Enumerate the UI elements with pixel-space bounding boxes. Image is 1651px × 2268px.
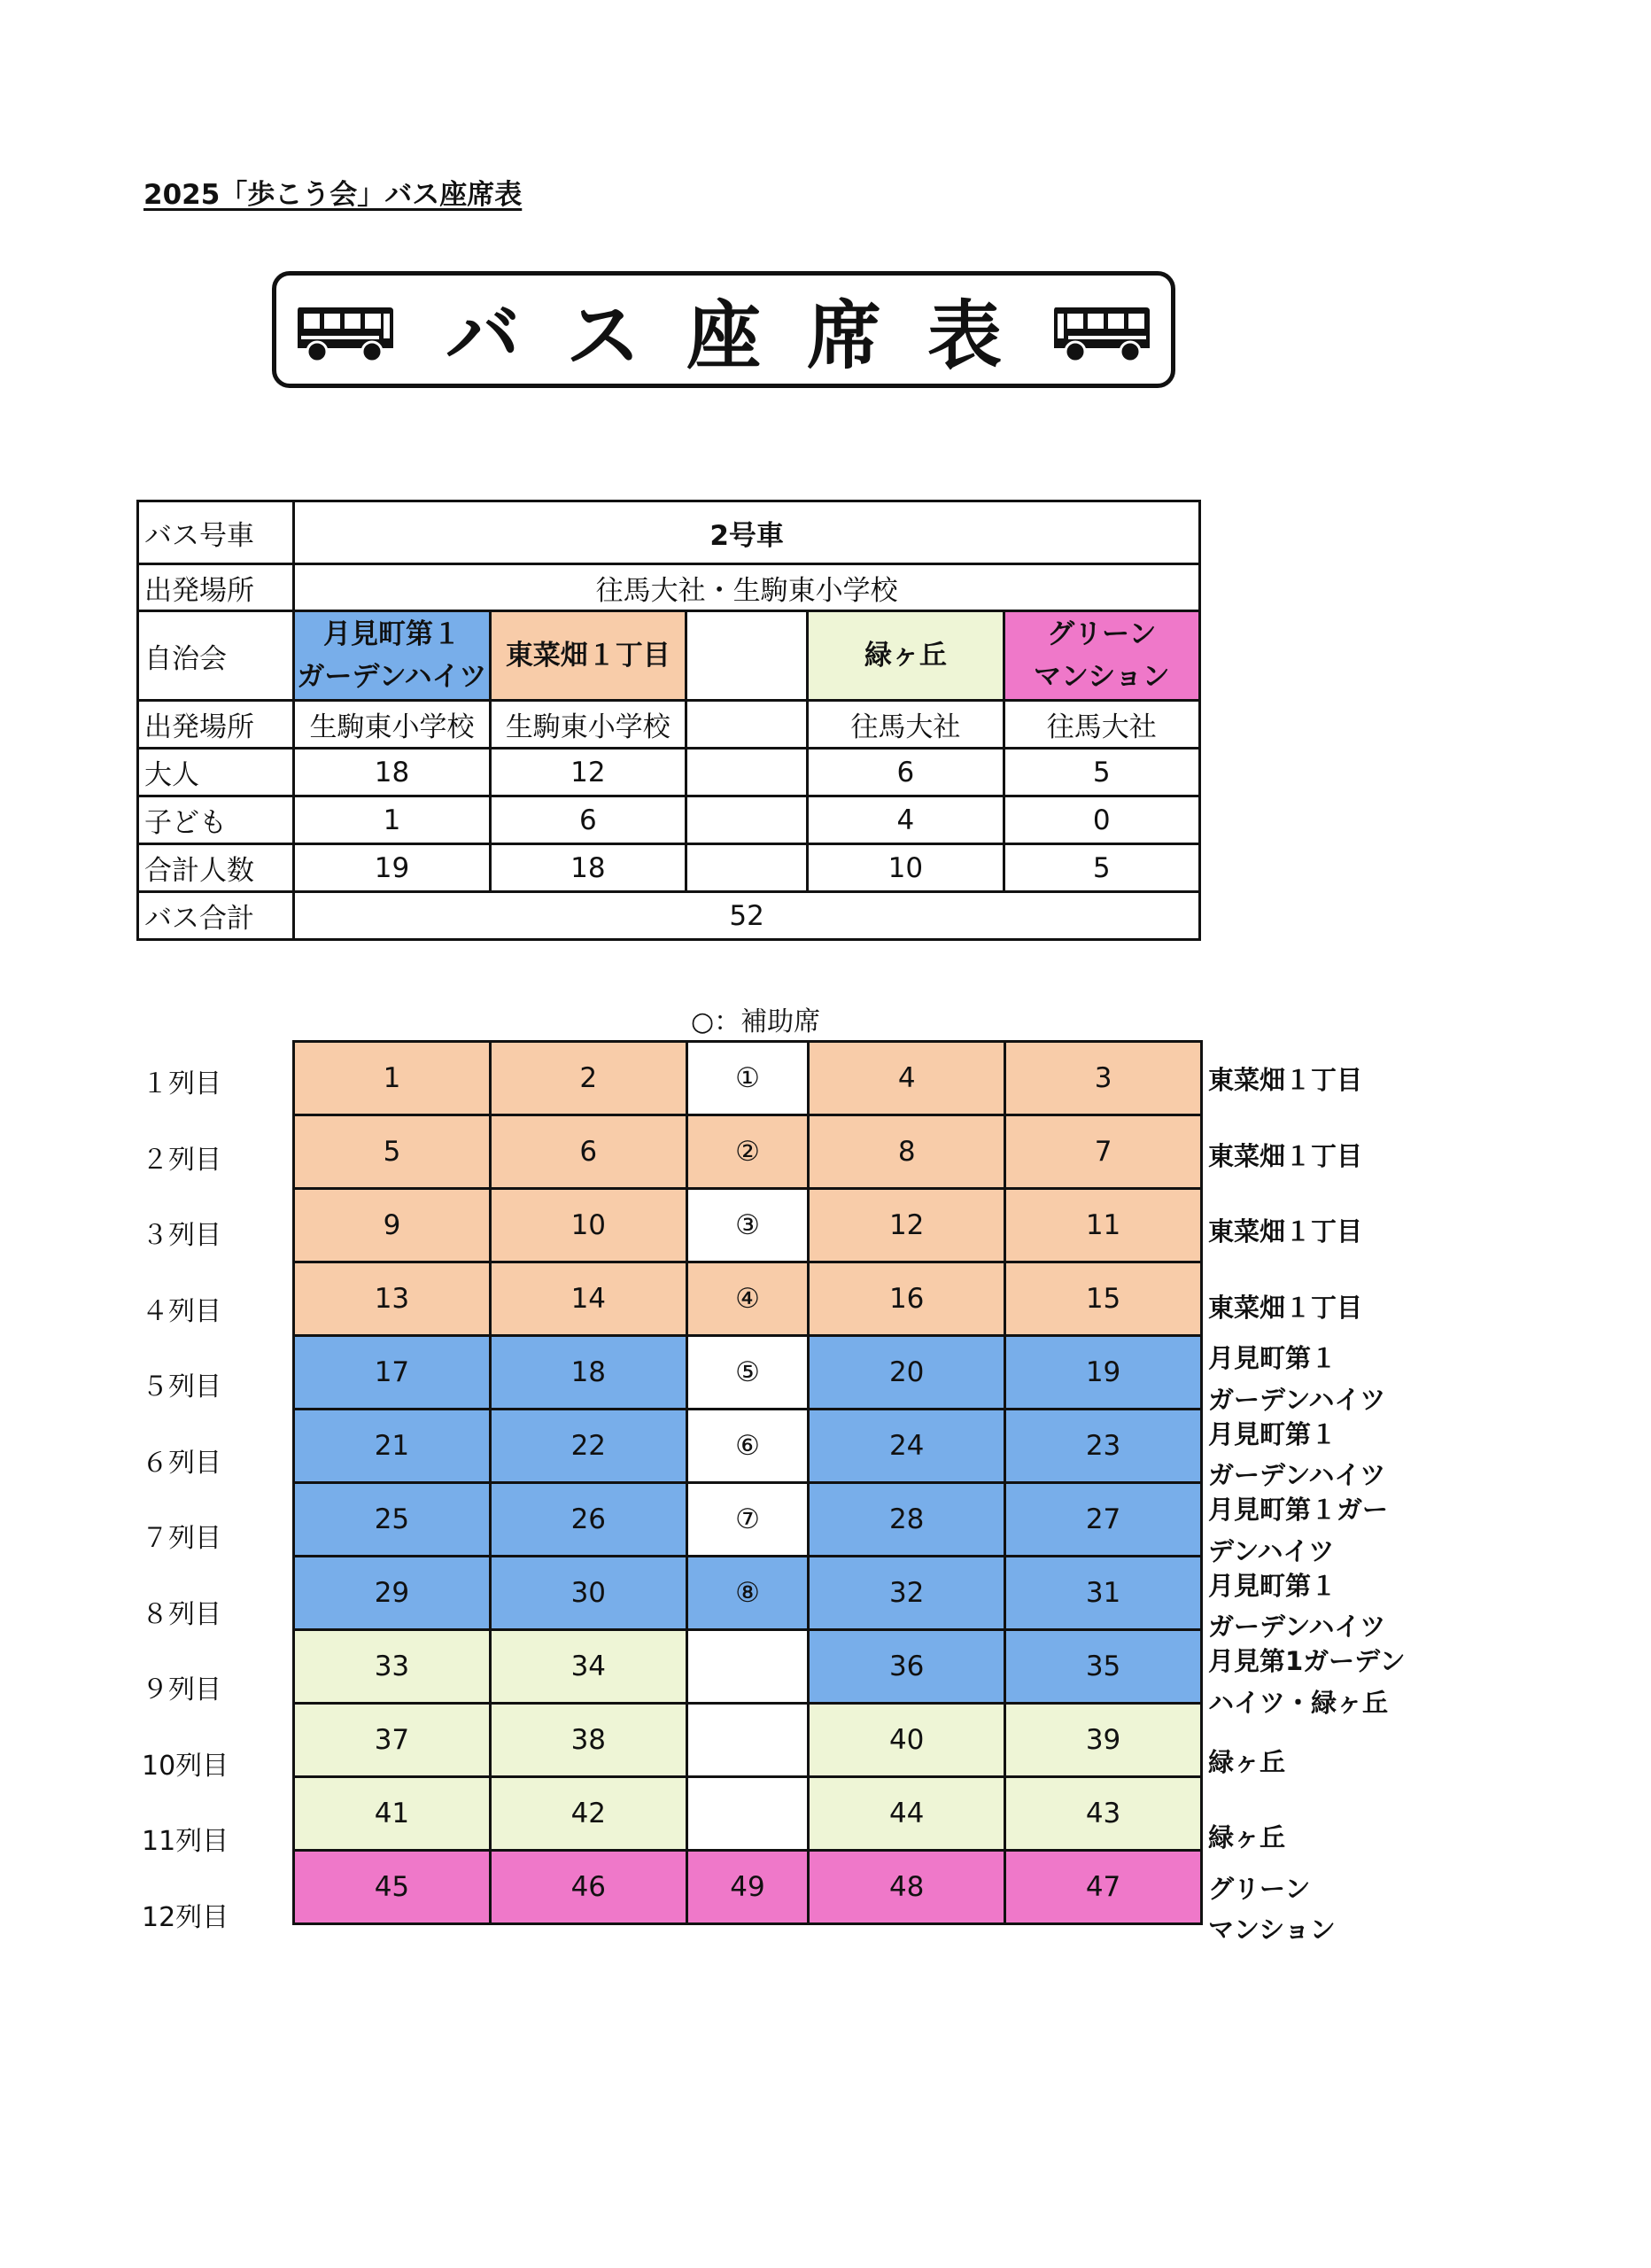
adult-label: 大人 [138,749,294,796]
seat-row [294,1483,1202,1557]
row-label: 10列目 [142,1750,229,1782]
seat-row [294,1704,1202,1777]
row-group-label [1208,1414,1474,1497]
row-label: ２列目 [142,1144,221,1176]
row-group-line: マンション [1208,1915,1336,1946]
place-label: 出発場所 [138,701,294,749]
seat: 7 [1005,1115,1202,1189]
association-label: 自治会 [138,611,294,701]
group-name-cell [294,611,490,701]
seat: 36 [809,1630,1005,1704]
adult-count: 18 [294,749,490,796]
seat: 17 [294,1336,491,1410]
aux-seat: ⑥ [686,1410,809,1483]
seat-row [294,1189,1202,1262]
row-group-label [1208,1742,1474,1783]
seat: 3 [1005,1042,1202,1115]
seat: 21 [294,1410,491,1483]
row-label: ４列目 [142,1295,221,1327]
row-group-label [1208,1489,1474,1573]
departure-value: 往馬大社・生駒東小学校 [294,564,1200,611]
seat: 22 [490,1410,686,1483]
seat: 9 [294,1189,491,1262]
row-group-label [1208,1641,1474,1724]
seat: 45 [294,1851,491,1924]
aux-seat: ⑦ [686,1483,809,1557]
table-row [138,892,1200,940]
row-label: ７列目 [142,1523,221,1554]
row-group-line: 東菜畑１丁目 [1208,1216,1363,1247]
seat-row [294,1777,1202,1851]
row-group-line: 東菜畑１丁目 [1208,1140,1363,1171]
aux-seat [686,1704,809,1777]
row-group-label [1208,1565,1474,1649]
seat: 23 [1005,1410,1202,1483]
row-group-line: 月見町第１ガー [1208,1495,1389,1525]
row-label: ５列目 [142,1371,221,1402]
seat: 43 [1005,1777,1202,1851]
seat: 42 [490,1777,686,1851]
seat: 47 [1005,1851,1202,1924]
banner-title: バス座席表 [446,291,1049,379]
seat-grid [292,1040,1203,1925]
total-count [686,844,808,892]
row-group-label [1208,1211,1474,1253]
row-label: 12列目 [142,1901,229,1933]
row-group-line: ハイツ・緑ヶ丘 [1208,1687,1389,1718]
aux-seat: ③ [686,1189,809,1262]
aux-seat: ② [686,1115,809,1189]
row-label: 11列目 [142,1826,229,1857]
group-name-line: 緑ヶ丘 [864,639,947,672]
seat: 4 [809,1042,1005,1115]
seat: 38 [490,1704,686,1777]
seat: 11 [1005,1189,1202,1262]
total-count: 18 [490,844,686,892]
total-count: 19 [294,844,490,892]
child-count: 4 [808,796,1004,844]
row-group-line: グリーン [1208,1873,1311,1904]
row-group-line: 緑ヶ丘 [1208,1822,1286,1852]
seat: 34 [490,1630,686,1704]
bus-icon [1050,304,1153,364]
seat: 20 [809,1336,1005,1410]
row-group-line: 月見第1ガーデン [1208,1646,1406,1676]
group-name-line: マンション [1033,661,1170,693]
row-group-label [1208,1060,1474,1101]
child-count: 0 [1004,796,1199,844]
table-row [138,611,1200,701]
seat: 12 [809,1189,1005,1262]
group-name-line: 東菜畑１丁目 [505,639,670,672]
seat: 28 [809,1483,1005,1557]
seat: 33 [294,1630,491,1704]
seat: 41 [294,1777,491,1851]
place-cell [686,701,808,749]
seat: 8 [809,1115,1005,1189]
row-group-line: デンハイツ [1208,1535,1335,1566]
adult-count: 6 [808,749,1004,796]
seat: 44 [809,1777,1005,1851]
seat: 35 [1005,1630,1202,1704]
bus-icon [294,304,397,364]
seat: 5 [294,1115,491,1189]
seat: 37 [294,1704,491,1777]
place-cell: 往馬大社 [1004,701,1199,749]
place-cell: 生駒東小学校 [294,701,490,749]
row-group-label [1208,1136,1474,1177]
row-label: １列目 [142,1068,221,1099]
bus-number-label: バス号車 [138,501,294,564]
total-count: 10 [808,844,1004,892]
table-row [138,749,1200,796]
seat: 13 [294,1262,491,1336]
bus-number-value: 2号車 [294,501,1200,564]
bus-total-value: 52 [294,892,1200,940]
seat-row [294,1336,1202,1410]
seat-row [294,1630,1202,1704]
aux-seat: ④ [686,1262,809,1336]
seat: 40 [809,1704,1005,1777]
legend: ○：補助席 [691,1006,821,1037]
seat-row [294,1042,1202,1115]
total-label: 合計人数 [138,844,294,892]
title-banner [272,271,1175,388]
place-cell: 生駒東小学校 [490,701,686,749]
row-label: ６列目 [142,1447,221,1479]
seat: 24 [809,1410,1005,1483]
seat-row [294,1262,1202,1336]
seat: 14 [490,1262,686,1336]
group-name-line: グリーン [1047,617,1157,650]
seat: 1 [294,1042,491,1115]
aux-seat [686,1777,809,1851]
row-label: ９列目 [142,1674,221,1705]
child-count: 1 [294,796,490,844]
total-count: 5 [1004,844,1199,892]
table-row [138,564,1200,611]
seat: 31 [1005,1557,1202,1630]
seat: 30 [490,1557,686,1630]
row-group-label [1208,1338,1474,1421]
seat: 2 [490,1042,686,1115]
row-label: ３列目 [142,1220,221,1251]
seat: 10 [490,1189,686,1262]
row-group-line: 東菜畑１丁目 [1208,1065,1363,1095]
bus-info-table [136,500,1201,941]
row-group-label [1208,1287,1474,1329]
row-group-line: ガーデンハイツ [1208,1460,1386,1491]
table-row [138,501,1200,564]
seat-row [294,1410,1202,1483]
seat: 46 [490,1851,686,1924]
row-group-line: ガーデンハイツ [1208,1384,1386,1415]
seat: 32 [809,1557,1005,1630]
aux-seat: ① [686,1042,809,1115]
aux-seat: ⑤ [686,1336,809,1410]
seat: 26 [490,1483,686,1557]
table-row [138,701,1200,749]
seat: 16 [809,1262,1005,1336]
document-title: 2025「歩こう会」バス座席表 [143,179,523,211]
child-count [686,796,808,844]
group-name-cell [490,611,686,701]
aux-seat [686,1630,809,1704]
departure-label: 出発場所 [138,564,294,611]
row-group-line: 月見町第１ [1208,1418,1337,1449]
row-group-label [1208,1868,1474,1952]
seat: 25 [294,1483,491,1557]
seat: 18 [490,1336,686,1410]
seat: 48 [809,1851,1005,1924]
place-cell: 往馬大社 [808,701,1004,749]
table-row [138,796,1200,844]
seat: 27 [1005,1483,1202,1557]
bus-total-label: バス合計 [138,892,294,940]
adult-count: 12 [490,749,686,796]
row-group-line: 月見町第１ [1208,1343,1337,1373]
seat: 6 [490,1115,686,1189]
seat-row [294,1115,1202,1189]
row-group-line: 緑ヶ丘 [1208,1746,1286,1777]
group-name-cell [808,611,1004,701]
row-group-label [1208,1817,1474,1859]
seat-row [294,1557,1202,1630]
group-name-cell [1004,611,1199,701]
table-row [138,844,1200,892]
seat: 39 [1005,1704,1202,1777]
group-name-cell [686,611,808,701]
seat: 15 [1005,1262,1202,1336]
group-name-line: ガーデンハイツ [297,661,487,693]
seat: 19 [1005,1336,1202,1410]
seat-row [294,1851,1202,1924]
adult-count [686,749,808,796]
row-group-line: 月見町第１ [1208,1570,1337,1601]
aux-seat: 49 [686,1851,809,1924]
seat: 29 [294,1557,491,1630]
row-label: ８列目 [142,1598,221,1630]
aux-seat: ⑧ [686,1557,809,1630]
group-name-line: 月見町第１ [322,617,461,650]
row-group-line: ガーデンハイツ [1208,1612,1386,1643]
adult-count: 5 [1004,749,1199,796]
child-label: 子ども [138,796,294,844]
row-group-line: 東菜畑１丁目 [1208,1292,1363,1323]
child-count: 6 [490,796,686,844]
